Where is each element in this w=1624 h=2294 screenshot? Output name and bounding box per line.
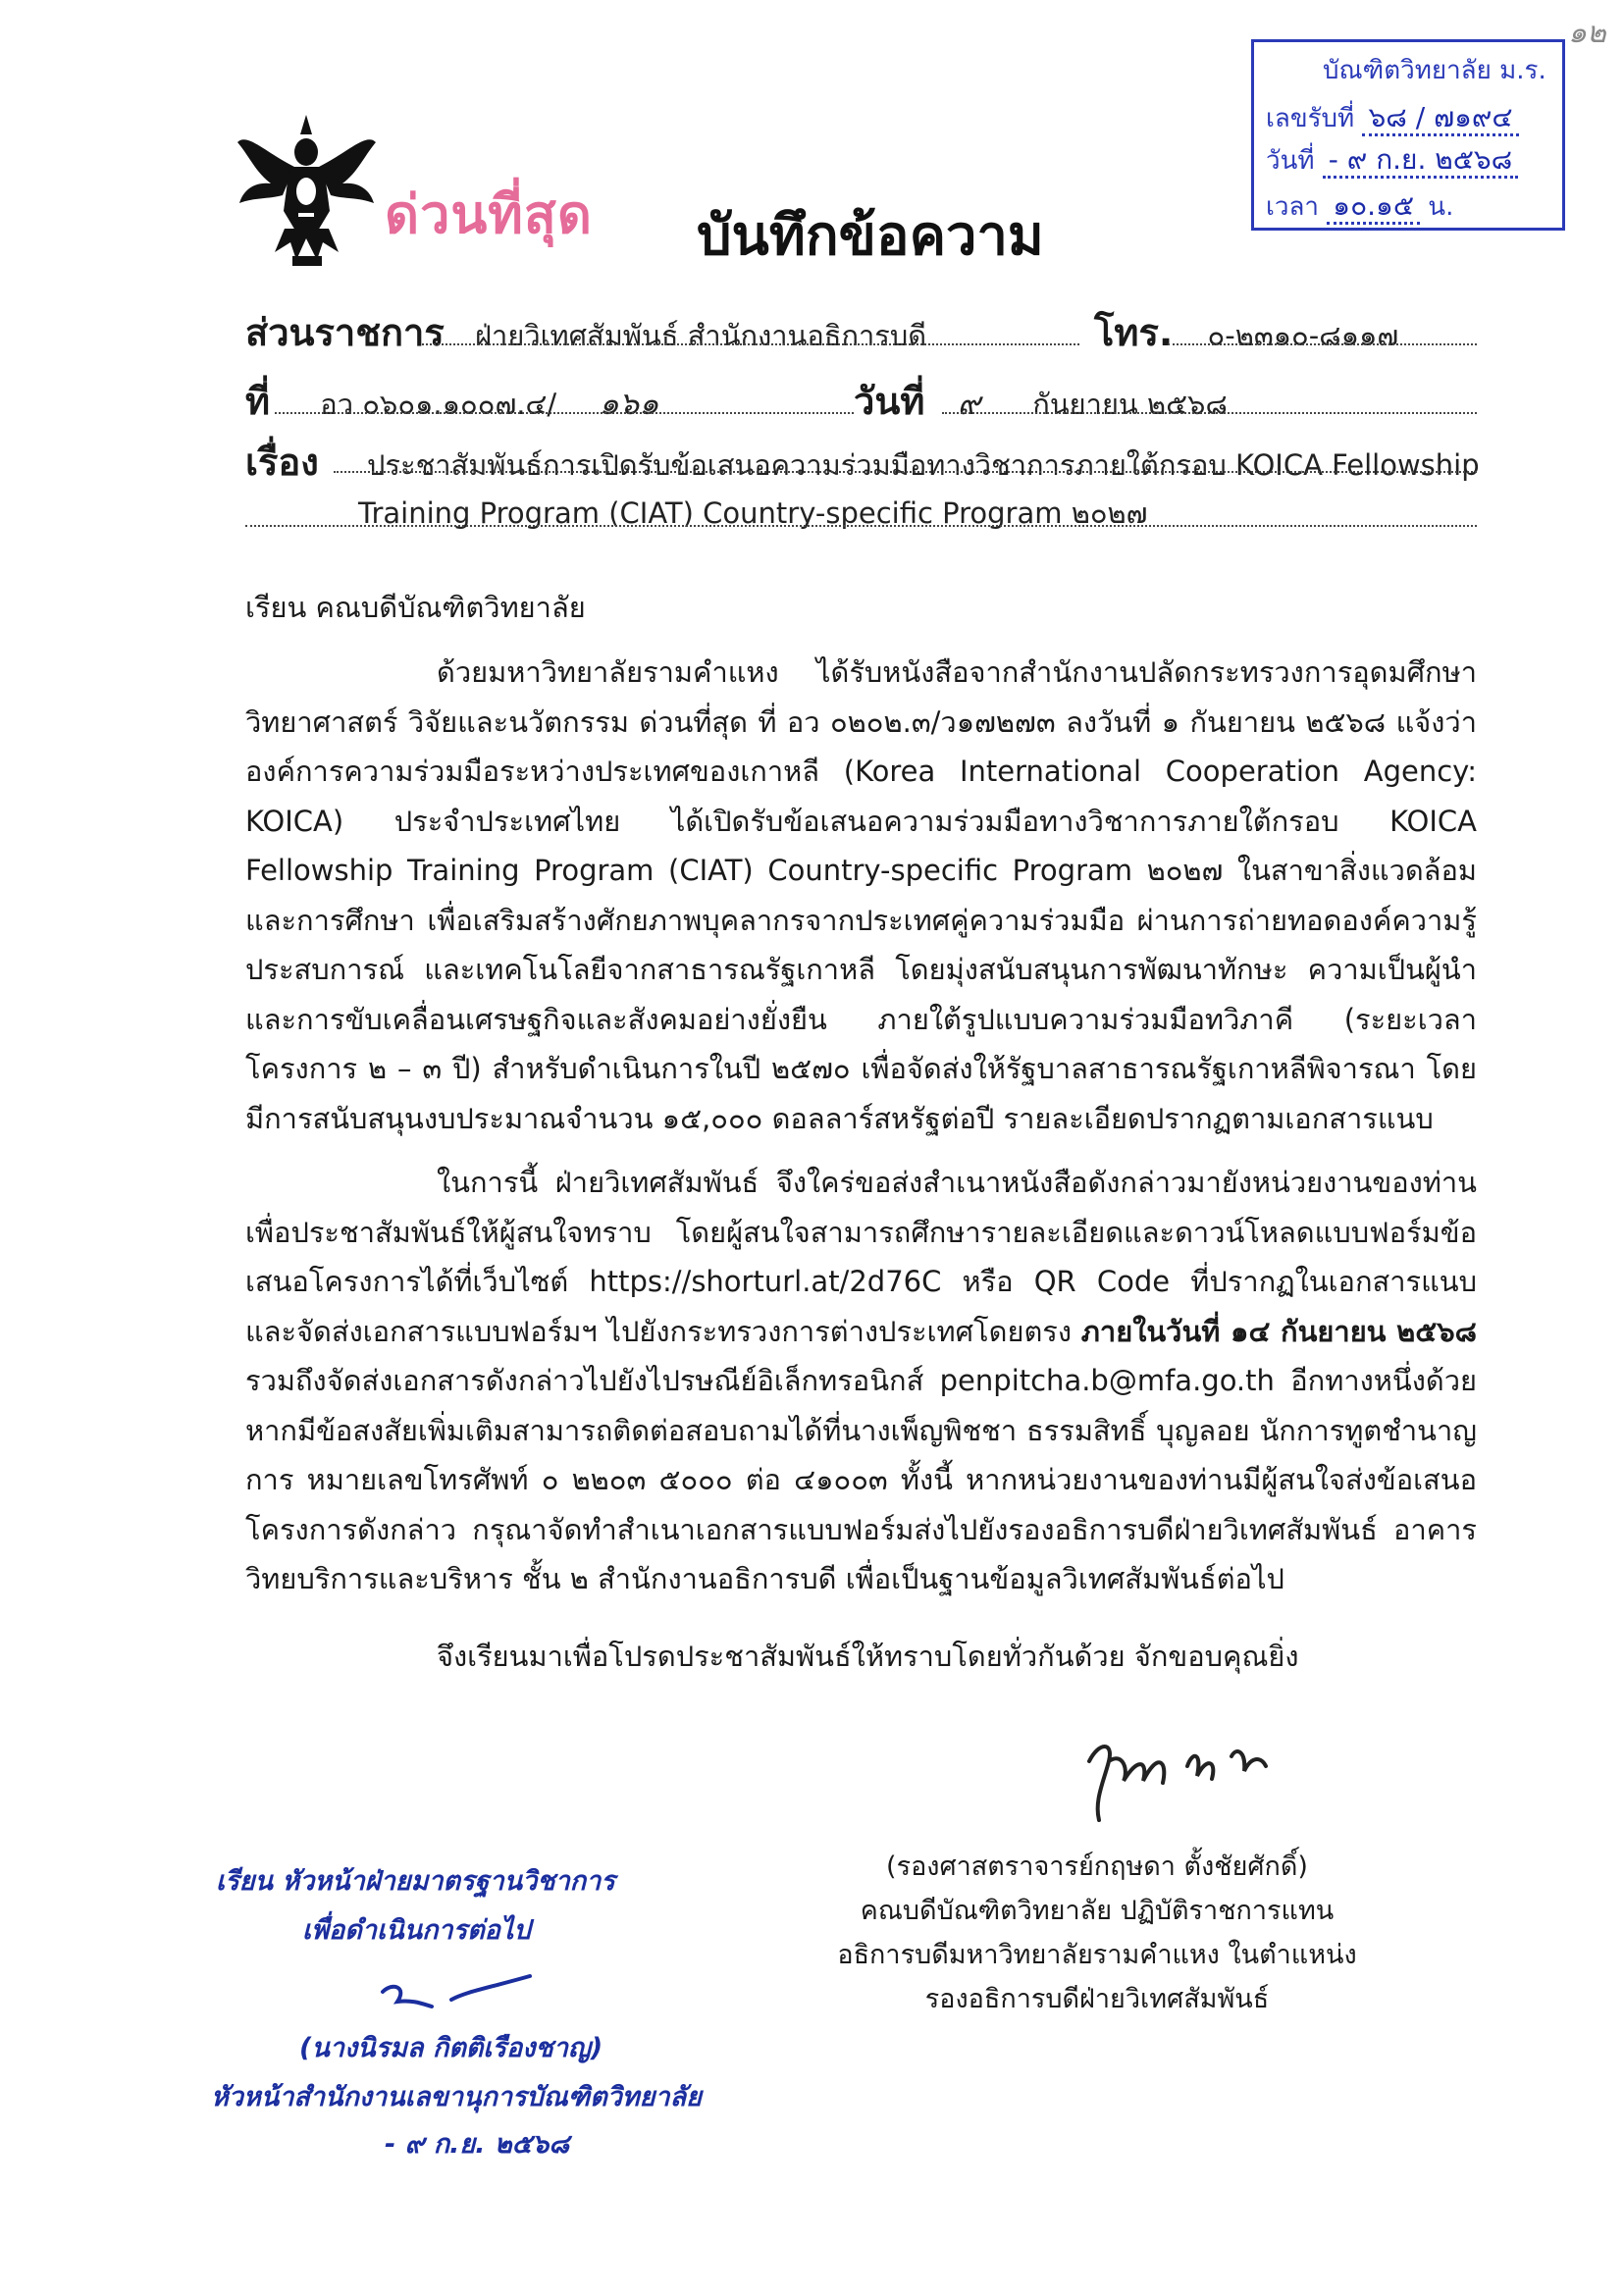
subject-line2: Training Program (CIAT) Country-specific Program ๒๐๒๗ — [358, 496, 1148, 530]
annotation-position: หัวหน้าสำนักงานเลขานุการบัณฑิตวิทยาลัย — [211, 2082, 702, 2112]
stamp-time-value: ๑๐.๑๕ — [1327, 189, 1420, 225]
stamp-time-suffix: น. — [1428, 192, 1454, 222]
paragraph2-deadline: ภายในวันที่ ๑๔ กันยายน ๒๕๖๘ — [1080, 1314, 1477, 1348]
ref-number: ๑๖๑ — [599, 385, 659, 422]
subject-row — [245, 432, 1480, 492]
signatory-line-1: คณบดีบัณฑิตวิทยาลัย ปฏิบัติราชการแทน — [860, 1896, 1335, 1926]
ref-label: ที่ — [245, 380, 271, 423]
closing-line: จึงเรียนมาเพื่อโปรดประชาสัมพันธ์ให้ทราบโดยทั่วกันด้วย จักขอบคุณยิ่ง — [437, 1640, 1299, 1673]
ref-value: อว ๐๖๐๑.๑๐๐๗.๔/ — [320, 388, 557, 421]
stamp-org: บัณฑิตวิทยาลัย ม.ร. — [1323, 56, 1546, 85]
subject-line1: ประชาสัมพันธ์การเปิดรับข้อเสนอความร่วมมือทางวิชาการภายใต้กรอบ KOICA Fellowship — [367, 448, 1480, 482]
date-row — [854, 371, 1228, 431]
signatory-line-2: อธิการบดีมหาวิทยาลัยรามคำแหง ในตำแหน่ง — [837, 1940, 1357, 1970]
date-day: ๙ — [957, 385, 981, 422]
receipt-stamp — [1251, 39, 1565, 231]
subject-label: เรื่อง — [245, 441, 319, 484]
signatory-name: (รองศาสตราจารย์กฤษดา ตั้งชัยศักดิ์) — [886, 1851, 1308, 1882]
signatory-line-3: รองอธิการบดีฝ่ายวิเทศสัมพันธ์ — [924, 1984, 1270, 2014]
body-paragraph-2 — [245, 1158, 1477, 1604]
division-label: ส่วนราชการ — [245, 311, 445, 354]
annotation-line-1: เรียน หัวหน้าฝ่ายมาตรฐานวิชาการ — [216, 1866, 615, 1897]
division-row — [245, 302, 926, 362]
salutation: เรียน คณบดีบัณฑิตวิทยาลัย — [245, 591, 586, 624]
urgency-label: ด่วนที่สุด — [385, 183, 593, 245]
phone-label: โทร. — [1094, 311, 1174, 354]
annotation-line-2: เพื่อดำเนินการต่อไป — [302, 1915, 531, 1946]
ref-row — [245, 371, 658, 431]
paragraph2-part-a: ในการนี้ ฝ่ายวิเทศสัมพันธ์ จึงใคร่ขอส่งสำเนาหนังสือดังกล่าวมายังหน่วยงานของท่าน เพื่อประชาสัมพันธ์ให้ผู้สนใจทราบ โดยผู้สนใจสามารถศึกษารายละเอียดและดาวน์โหลดแบบฟอร์มข้อเสนอโครงการได้ที่เว็บไซต์ https://shorturl.at/2d76C หรือ QR Code ที่ปรากฏในเอกสารแนบ และจัดส่งเอกสารแบบฟอร์มฯ ไปยังกระทรวงการต่างประเทศโดยตรง — [245, 1166, 1477, 1348]
ref-dotted-line — [275, 412, 854, 414]
phone-row — [1094, 302, 1398, 362]
paragraph2-part-b: รวมถึงจัดส่งเอกสารดังกล่าวไปยังไปรษณีย์อิเล็กทรอนิกส์ penpitcha.b@mfa.go.th อีกทางหนึ่งด้วย หากมีข้อสงสัยเพิ่มเติมสามารถติดต่อสอบถามได้ที่นางเพ็ญพิชชา ธรรมสิทธิ์ บุญลอย นักการทูตชำนาญการ หมายเลขโทรศัพท์ ๐ ๒๒๐๓ ๕๐๐๐ ต่อ ๔๑๐๐๓ ทั้งนี้ หากหน่วยงานของท่านมีผู้สนใจส่งข้อเสนอโครงการดังกล่าว กรุณาจัดทำสำเนาเอกสารแบบฟอร์มส่งไปยังรองอธิการบดีฝ่ายวิเทศสัมพันธ์ อาคารวิทยบริการและบริหาร ชั้น ๒ สำนักงานอธิการบดี เพื่อเป็นฐานข้อมูลวิเทศสัมพันธ์ต่อไป — [245, 1364, 1477, 1595]
signature-icon — [1070, 1722, 1285, 1830]
division-value: ฝ่ายวิเทศสัมพันธ์ สำนักงานอธิการบดี — [475, 319, 927, 352]
stamp-date-label: วันที่ — [1266, 146, 1315, 176]
date-rest: กันยายน ๒๕๖๘ — [1032, 388, 1228, 421]
annotation-name: (นางนิรมล กิตติเรืองชาญ) — [299, 2033, 603, 2063]
subject-row-2 — [358, 489, 1147, 536]
stamp-date-row — [1266, 138, 1518, 182]
phone-dotted-line — [1168, 343, 1477, 345]
date-dotted-line — [942, 412, 1477, 414]
page-mark: ๑๒ — [1568, 16, 1606, 50]
document-title: บันทึกข้อความ — [697, 204, 1044, 268]
division-dotted-line — [422, 343, 1079, 345]
stamp-receipt-label: เลขรับที่ — [1266, 104, 1355, 133]
phone-value: ๐-๒๓๑๐-๘๑๑๗ — [1207, 319, 1399, 352]
body-paragraph-1: ด้วยมหาวิทยาลัยรามคำแหง ได้รับหนังสือจากสำนักงานปลัดกระทรวงการอุดมศึกษา วิทยาศาสตร์ วิจัยและนวัตกรรม ด่วนที่สุด ที่ อว ๐๒๐๒.๓/ว๑๗๒๗๓ ลงวันที่ ๑ กันยายน ๒๕๖๘ แจ้งว่า องค์การความร่วมมือระหว่างประเทศของเกาหลี (Korea International Cooperation Agency: KOICA) ประจำประเทศไทย ได้เปิดรับข้อเสนอความร่วมมือทางวิชาการภายใต้กรอบ KOICA Fellowship Training Program (CIAT) Country-specific Program ๒๐๒๗ ในสาขาสิ่งแวดล้อมและการศึกษา เพื่อเสริมสร้างศักยภาพบุคลากรจากประเทศคู่ความร่วมมือ ผ่านการถ่ายทอดองค์ความรู้ ประสบการณ์ และเทคโนโลยีจากสาธารณรัฐเกาหลี โดยมุ่งสนับสนุนการพัฒนาทักษะ ความเป็นผู้นำ และการขับเคลื่อนเศรษฐกิจและสังคมอย่างยั่งยืน ภายใต้รูปแบบความร่วมมือทวิภาคี (ระยะเวลาโครงการ ๒ – ๓ ปี) สำหรับดำเนินการในปี ๒๕๗๐ เพื่อจัดส่งให้รัฐบาลสาธารณรัฐเกาหลีพิจารณา โดยมีการสนับสนุนงบประมาณจำนวน ๑๕,๐๐๐ ดอลลาร์สหรัฐต่อปี รายละเอียดปรากฏตามเอกสารแนบ — [245, 655, 1477, 1135]
stamp-date-value: - ๙ ก.ย. ๒๕๖๘ — [1323, 143, 1519, 179]
stamp-time-label: เวลา — [1266, 192, 1320, 222]
annotation-date: - ๙ ก.ย. ๒๕๖๘ — [385, 2129, 570, 2160]
garuda-emblem-icon — [236, 113, 378, 270]
stamp-time-row — [1266, 184, 1453, 228]
stamp-receipt-row — [1266, 96, 1519, 139]
date-label: วันที่ — [854, 380, 925, 423]
stamp-receipt-value: ๖๘ / ๗๑๙๔ — [1362, 101, 1518, 136]
subject-dotted-line-1 — [334, 471, 1477, 473]
annotation-signature-icon — [373, 1962, 540, 2021]
subject-dotted-line-2 — [245, 525, 1477, 527]
